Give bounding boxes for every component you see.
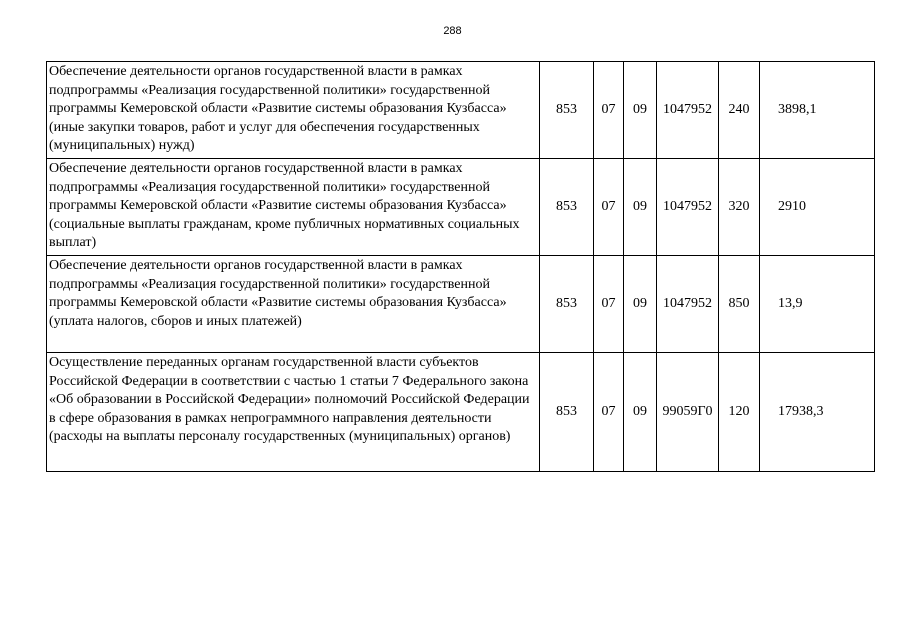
amount: 3898,1 [760, 62, 875, 159]
target-article-code: 1047952 [657, 256, 719, 353]
section-code: 07 [594, 256, 624, 353]
target-article-code: 1047952 [657, 62, 719, 159]
amount: 13,9 [760, 256, 875, 353]
expense-type-code: 240 [719, 62, 760, 159]
table-row [47, 256, 875, 353]
amount: 17938,3 [760, 353, 875, 472]
grbs-code: 853 [540, 62, 594, 159]
page-number: 288 [443, 25, 462, 37]
grbs-code: 853 [540, 256, 594, 353]
table-row [47, 62, 875, 159]
section-code: 07 [594, 159, 624, 256]
expense-description: Обеспечение деятельности органов государственной власти в рамках подпрограммы «Реализация государственной политики» государственной программы Кемеровской области «Развитие системы образования Кузбасса» (уплата налогов, сборов и иных платежей) [47, 256, 540, 353]
section-code: 07 [594, 62, 624, 159]
subsection-code: 09 [624, 62, 657, 159]
target-article-code: 99059Г0 [657, 353, 719, 472]
amount: 2910 [760, 159, 875, 256]
section-code: 07 [594, 353, 624, 472]
table-row [47, 159, 875, 256]
subsection-code: 09 [624, 256, 657, 353]
budget-table [46, 61, 875, 472]
expense-type-code: 850 [719, 256, 760, 353]
table-row [47, 353, 875, 472]
expense-description: Обеспечение деятельности органов государственной власти в рамках подпрограммы «Реализация государственной политики» государственной программы Кемеровской области «Развитие системы образования Кузбасса» (иные закупки товаров, работ и услуг для обеспечения государственных (муниципальных) нужд) [47, 62, 540, 159]
expense-type-code: 120 [719, 353, 760, 472]
expense-description: Обеспечение деятельности органов государственной власти в рамках подпрограммы «Реализация государственной политики» государственной программы Кемеровской области «Развитие системы образования Кузбасса» (социальные выплаты гражданам, кроме публичных нормативных социальных выплат) [47, 159, 540, 256]
expense-type-code: 320 [719, 159, 760, 256]
expense-description: Осуществление переданных органам государственной власти субъектов Российской Федерации в соответствии с частью 1 статьи 7 Федерального закона «Об образовании в Российской Федерации» полномочий Российской Федерации в сфере образования в рамках непрограммного направления деятельности (расходы на выплаты персоналу государственных (муниципальных) органов) [47, 353, 540, 472]
subsection-code: 09 [624, 159, 657, 256]
grbs-code: 853 [540, 353, 594, 472]
subsection-code: 09 [624, 353, 657, 472]
target-article-code: 1047952 [657, 159, 719, 256]
grbs-code: 853 [540, 159, 594, 256]
